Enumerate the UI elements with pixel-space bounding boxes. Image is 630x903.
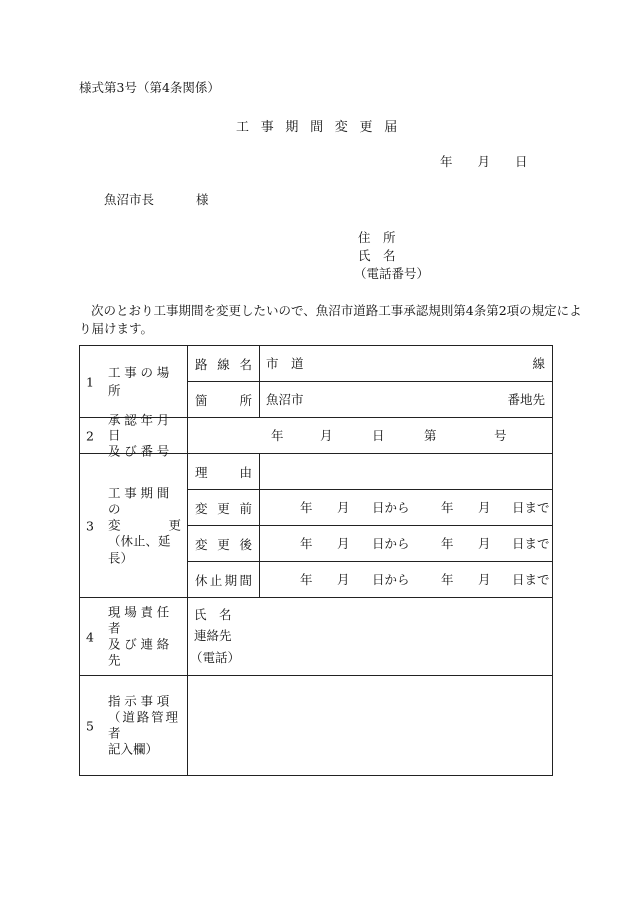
row-number: 3 [86, 518, 94, 533]
intro-line-1: 次のとおり工事期間を変更したいので、魚沼市道路工事承認規則第4条第2項の規定によ [91, 303, 582, 318]
to-year: 年 [441, 536, 454, 551]
approval-go: 号 [494, 428, 507, 443]
from-year: 年 [300, 500, 313, 515]
from-month: 月 [337, 500, 350, 515]
instructions-label-2: （道路管理者 [108, 709, 180, 741]
approval-value-cell[interactable] [188, 418, 553, 454]
place-prefix: 魚沼市 [266, 392, 304, 407]
row-approval [80, 418, 553, 454]
form-table [79, 345, 553, 776]
after-label-cell: 変 更 後 [188, 526, 260, 562]
approval-day: 日 [372, 428, 385, 443]
period-label-1: 工事期間の [108, 484, 174, 517]
from-month: 月 [337, 572, 350, 587]
to-year: 年 [441, 500, 454, 515]
to-day: 日まで [512, 572, 550, 587]
row-period-reason [80, 454, 553, 490]
location-header-cell [80, 346, 188, 418]
suspend-label-cell: 休 止 期 間 [188, 562, 260, 598]
period-label-2a: 変 [108, 517, 121, 533]
date-line: 年 月 日 [440, 154, 528, 169]
row-manager [80, 598, 553, 676]
reason-value-cell[interactable] [260, 454, 553, 490]
honorific: 様 [196, 192, 209, 207]
from-month: 月 [337, 536, 350, 551]
row-instructions [80, 676, 553, 776]
to-day: 日まで [512, 536, 550, 551]
before-label-cell: 変 更 前 [188, 490, 260, 526]
row-number: 1 [86, 374, 94, 389]
place-suffix: 番地先 [507, 392, 545, 407]
from-day: 日から [372, 500, 410, 515]
manager-label-1: 現場責任者 [108, 604, 174, 636]
place-value-cell[interactable] [260, 382, 553, 418]
approval-year: 年 [271, 428, 284, 443]
to-year: 年 [441, 572, 454, 587]
row-number: 2 [86, 428, 94, 443]
phone-label: （電話番号） [354, 266, 430, 281]
approval-header-cell [80, 412, 188, 459]
route-prefix: 市 道 [266, 356, 304, 371]
to-month: 月 [478, 536, 491, 551]
row-number: 4 [86, 629, 94, 644]
from-day: 日から [372, 572, 410, 587]
to-day: 日まで [512, 500, 550, 515]
manager-header-cell [80, 598, 188, 676]
instructions-label-1: 指示事項 [108, 693, 174, 708]
approval-month: 月 [320, 428, 333, 443]
period-label-3: （休止、延長） [108, 533, 171, 565]
form-number: 様式第3号（第4条関係） [79, 80, 220, 95]
place-label-cell: 箇 所 [188, 382, 260, 418]
address-label: 住 所 [358, 230, 396, 245]
manager-name-label: 氏 名 [194, 607, 232, 622]
after-value-cell[interactable] [260, 526, 553, 562]
from-year: 年 [300, 536, 313, 551]
instructions-value-cell[interactable] [188, 676, 553, 776]
manager-label-2: 及び連絡先 [108, 636, 174, 668]
location-label: 工事の場所 [108, 364, 174, 398]
route-suffix: 線 [532, 356, 545, 371]
to-month: 月 [478, 500, 491, 515]
row-location-route [80, 346, 553, 382]
from-year: 年 [300, 572, 313, 587]
intro-line-2: り届けます。 [79, 321, 154, 336]
addressee: 魚沼市長 [104, 192, 155, 207]
instructions-label-3: 記入欄） [108, 741, 159, 757]
reason-label-cell: 理 由 [188, 454, 260, 490]
from-day: 日から [372, 536, 410, 551]
name-label: 氏 名 [358, 248, 396, 263]
row-number: 5 [86, 718, 94, 733]
route-value-cell[interactable] [260, 346, 553, 382]
approval-label-1: 承認年月日 [108, 412, 174, 443]
document-title: 工事期間変更届 [236, 120, 409, 135]
approval-dai: 第 [424, 428, 437, 443]
route-label-cell: 路 線 名 [188, 346, 260, 382]
to-month: 月 [478, 572, 491, 587]
instructions-header-cell [80, 676, 188, 776]
period-header-cell [80, 454, 188, 598]
manager-value-cell[interactable] [188, 598, 553, 676]
manager-phone-label: （電話） [190, 650, 241, 665]
suspend-value-cell[interactable] [260, 562, 553, 598]
period-label-2b: 更 [168, 517, 181, 533]
before-value-cell[interactable] [260, 490, 553, 526]
approval-label-2: 及び番号 [108, 443, 174, 459]
manager-contact-label: 連絡先 [194, 628, 232, 643]
